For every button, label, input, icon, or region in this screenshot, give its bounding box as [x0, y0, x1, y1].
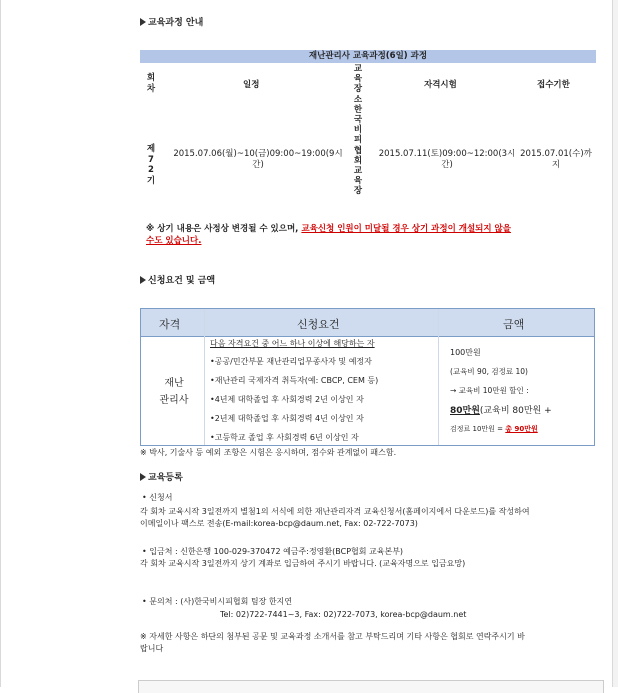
requirements-header-qualification: 자격 [159, 318, 181, 331]
criteria-title: 다음 자격요건 중 어느 하나 이상에 해당하는 자 [210, 339, 375, 348]
requirements-header-criteria: 신청요건 [297, 318, 340, 331]
schedule-header-deadline: 접수기한 [537, 80, 570, 90]
registration-contact: • 문의처 : (사)한국비시피협회 팀장 한지연 [142, 597, 293, 606]
criteria-item: •2년제 대학졸업 후 사회경력 4년 이상인 자 [210, 414, 364, 423]
schedule-header-dates: 일정 [243, 80, 260, 90]
price-final: 검정료 10만원 = 총 90만원 [450, 425, 538, 433]
table-divider [438, 309, 439, 445]
table-divider [204, 309, 205, 445]
schedule-row-exam: 2015.07.11(토)09:00~12:00(3시간) [378, 149, 516, 170]
page-frame-left [0, 0, 1, 687]
schedule-note: ※ 상기 내용은 사정상 변경될 수 있으며, 교육신청 인원이 미달될 경우 상기 과정이 개설되지 않을 수도 있습니다. [146, 224, 511, 246]
registration-form-line: 각 회차 교육시작 3일전까지 별첨1의 서식에 의한 재난관리자격 교육신청서(홈페이지에서 다운로드)를 작성하여 [140, 507, 530, 516]
requirements-note: ※ 박사, 기술사 등 예외 조항은 시험은 응시하며, 점수와 관계없이 패스함. [140, 448, 397, 457]
schedule-row-dates: 2015.07.06(월)~10(금)09:00~19:00(9시간) [173, 149, 343, 170]
section-title-registration: 교육등록 [140, 470, 183, 483]
section-title-requirements: 신청요건 및 금액 [140, 273, 215, 286]
schedule-header-exam: 자격시험 [424, 80, 457, 90]
registration-payment-note: 각 회차 교육시작 3일전까지 상기 계좌로 입금하여 주시기 바랍니다. (교육자명으로 입금요망) [140, 559, 466, 568]
scrollbar-track[interactable] [613, 0, 618, 687]
requirements-table-header [141, 309, 594, 337]
registration-contact-details: Tel: 02)722-7441~3, Fax: 02)722-7073, korea-bcp@daum.net [220, 610, 467, 619]
schedule-table-title: 재난관리사 교육과정(6일) 과정 [140, 50, 596, 63]
criteria-item: •고등학교 졸업 후 사회경력 6년 이상인 자 [210, 433, 359, 442]
section-title-course-info: 교육과정 안내 [140, 15, 203, 28]
price-discount: → 교육비 10만원 할인 : [450, 386, 529, 395]
registration-form-title: • 신청서 [142, 493, 173, 502]
requirements-table [140, 308, 595, 446]
schedule-header-venue: 교육장소한국비피협회교육장 [353, 64, 363, 197]
criteria-item: •4년제 대학졸업 후 사회경력 2년 이상인 자 [210, 395, 364, 404]
price-discounted: 80만원(교육비 80만원 + [450, 406, 552, 416]
criteria-item: •재난관리 국제자격 취득자(예: CBCP, CEM 등) [210, 376, 379, 385]
schedule-row-round: 제72기 [146, 144, 156, 186]
registration-payment: • 입금처 : 신한은행 100-029-370472 예금주:정영환(BCP협회 교육본부) [142, 547, 404, 556]
triangle-bullet-icon [140, 473, 146, 481]
registration-form-line: 이메일이나 팩스로 전송(E-mail:korea-bcp@daum.net, Fax: 02-722-7073) [140, 519, 418, 528]
triangle-bullet-icon [140, 18, 146, 26]
price-breakdown: (교육비 90, 검정료 10) [450, 367, 528, 376]
schedule-row-deadline: 2015.07.01(수)까지 [520, 149, 592, 170]
requirements-header-price: 금액 [503, 318, 525, 331]
price-total: 100만원 [450, 348, 481, 357]
qualification-name: 재난 관리사 [159, 378, 189, 406]
triangle-bullet-icon [140, 276, 146, 284]
registration-footer-note: 랍니다 [140, 644, 164, 653]
schedule-header-round: 회차 [146, 73, 156, 94]
criteria-item: •공공/민간부문 재난관리업무종사자 및 예정자 [210, 357, 372, 366]
registration-footer-note: ※ 자세한 사항은 하단의 첨부된 공문 및 교육과정 소개서를 참고 부탁드리며 기타 사항은 협회로 연락주시기 바 [140, 632, 525, 641]
